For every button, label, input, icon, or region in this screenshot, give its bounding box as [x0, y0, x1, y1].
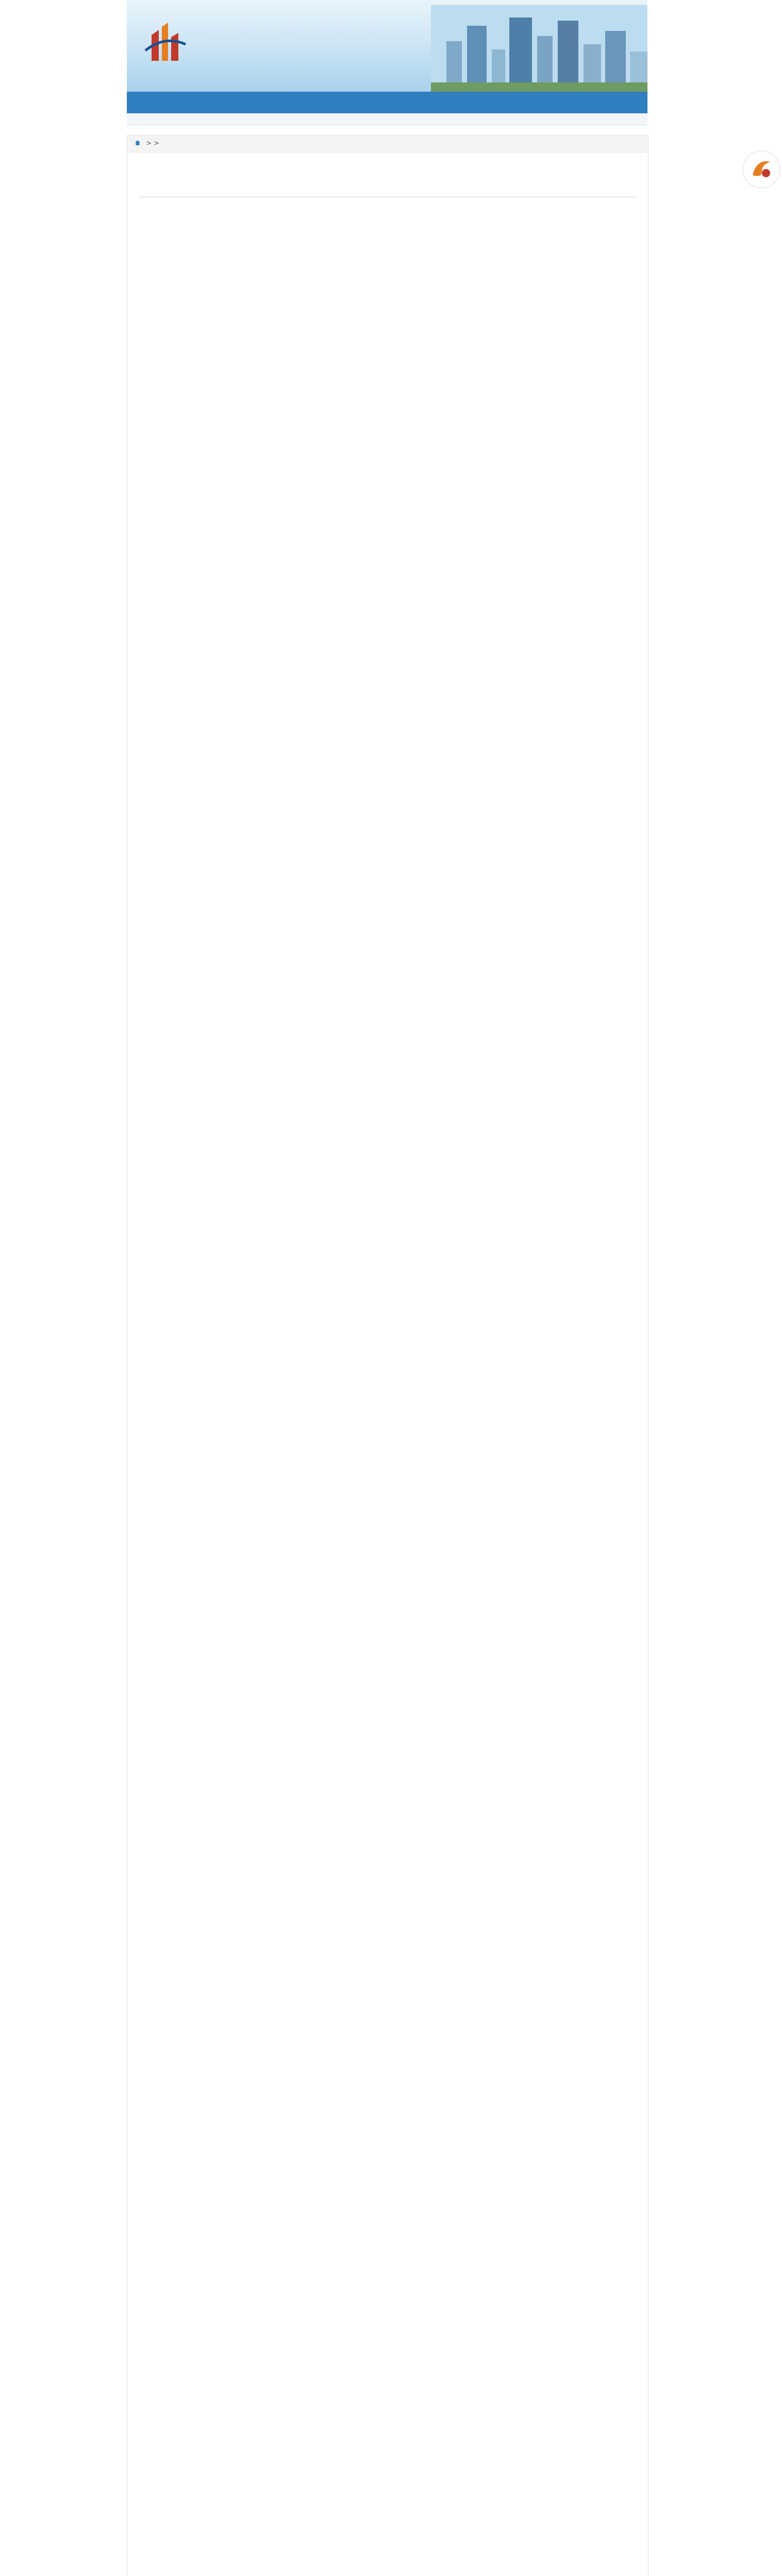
site-logo[interactable] [141, 20, 189, 67]
breadcrumb: > > [127, 135, 648, 152]
date-bar [127, 113, 647, 125]
floating-side-logo[interactable] [741, 149, 781, 190]
city-skyline-image [431, 5, 647, 92]
main-nav [127, 92, 647, 113]
article-meta [127, 183, 648, 191]
site-header [127, 0, 647, 92]
article [127, 152, 648, 2576]
home-icon [135, 140, 141, 146]
article-body [143, 210, 633, 215]
article-title-row [127, 166, 648, 176]
